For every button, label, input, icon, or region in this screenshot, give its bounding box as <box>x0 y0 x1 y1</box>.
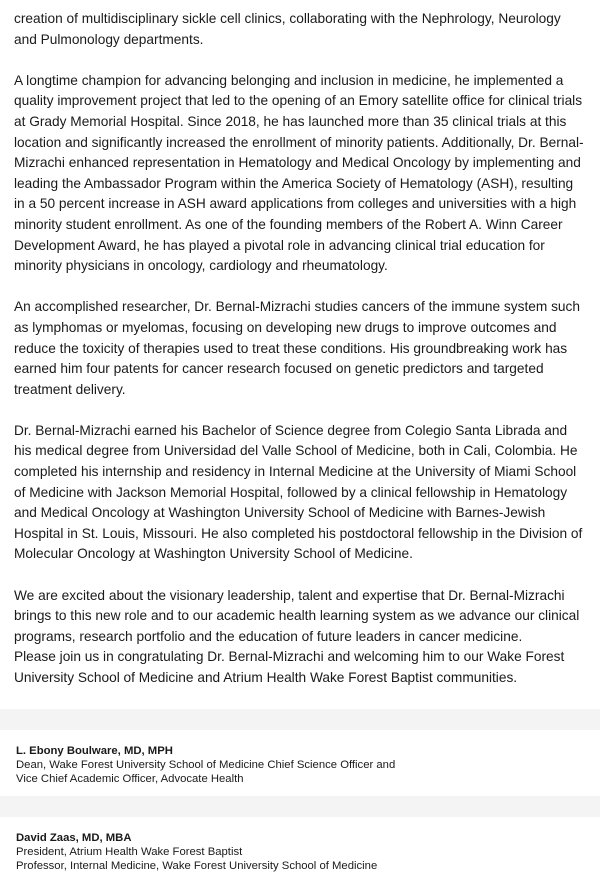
signature-block-boulware <box>0 730 600 796</box>
paragraph-education: Dr. Bernal-Mizrachi earned his Bachelor of Science degree from Colegio Santa Librada and his medical degree from Universidad del Valle School of Medicine, both in Cali, Colombia. He completed his internship and residency in Internal Medicine at the University of Miami School of Medicine with Jackson Memorial Hospital, followed by a clinical fellowship in Hematology and Medical Oncology at Washington University School of Medicine with Barnes-Jewish Hospital in St. Louis, Missouri. He also completed his postdoctoral fellowship in the Division of Molecular Oncology at Washington University School of Medicine. <box>14 422 583 562</box>
paragraph-research: An accomplished researcher, Dr. Bernal-Mizrachi studies cancers of the immune system such as lymphomas or myelomas, focusing on developing new drugs to improve outcomes and reduce the toxicity of therapies used to treat these conditions. His groundbreaking work has earned him four patents for cancer research focused on genetic predictors and targeted treatment delivery. <box>14 299 580 397</box>
paragraph-inclusion: A longtime champion for advancing belonging and inclusion in medicine, he implemented a quality improvement project that led to the opening of an Emory satellite office for clinical trials at Grady Memorial Hospital. Since 2018, he has launched more than 35 clinical trials at this location and significantly increased the enrollment of minority patients. Additionally, Dr. Bernal-Mizrachi enhanced representation in Hematology and Medical Oncology by implementing and leading the Ambassador Program within the America Society of Hematology (ASH), resulting in a 50 percent increase in ASH award applications from colleges and universities with a high minority student enrollment. As one of the founding members of the Robert A. Winn Career Development Award, he has played a pivotal role in advancing clinical trial education for minority physicians in oncology, cardiology and rheumatology. <box>14 72 584 274</box>
signature-title: Dean, Wake Forest University School of Medicine Chief Science Officer and <box>16 759 396 772</box>
signature-title: President, Atrium Health Wake Forest Baptist <box>16 846 243 859</box>
signature-name: L. Ebony Boulware, MD, MPH <box>16 745 173 758</box>
paragraph-clinics: creation of multidisciplinary sickle cell clinics, collaborating with the Nephrology, Neurology and Pulmonology departments. <box>14 11 561 47</box>
signature-name: David Zaas, MD, MBA <box>16 832 132 845</box>
signature-title: Vice Chief Academic Officer, Advocate Health <box>16 773 244 786</box>
divider-band <box>0 709 600 730</box>
divider-band <box>0 796 600 817</box>
signature-block-zaas <box>0 817 600 883</box>
paragraph-visionary: We are excited about the visionary leadership, talent and expertise that Dr. Bernal-Mizrachi brings to this new role and to our academic health learning system as we advance our clinical programs, research portfolio and the education of future leaders in cancer medicine. <box>14 587 580 644</box>
paragraph-congratulations: Please join us in congratulating Dr. Bernal-Mizrachi and welcoming him to our Wake Forest University School of Medicine and Atrium Health Wake Forest Baptist communities. <box>14 649 565 685</box>
signature-title: Professor, Internal Medicine, Wake Forest University School of Medicine <box>16 860 378 873</box>
